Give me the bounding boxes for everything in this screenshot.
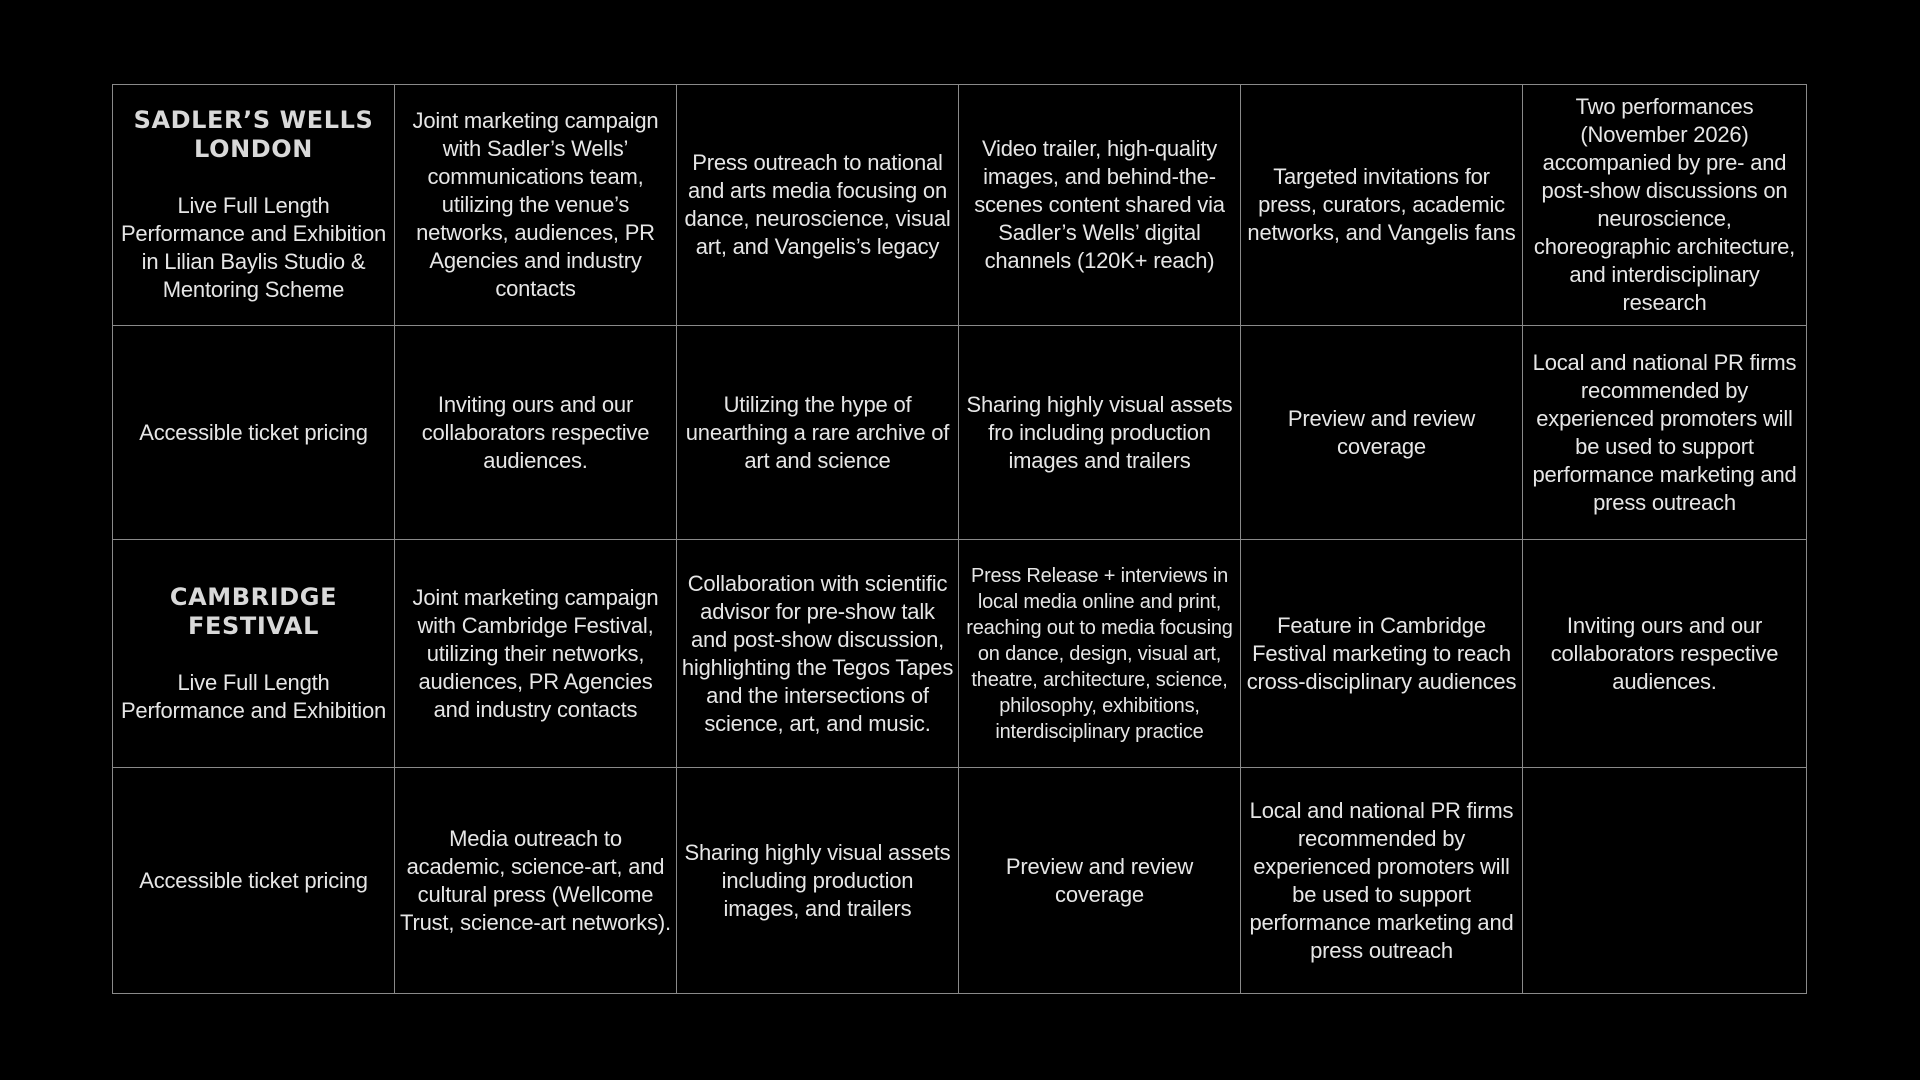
table-cell: Preview and review coverage (959, 768, 1241, 994)
table-cell: Local and national PR firms recommended by experienced promoters will be used to support performance marketing and press outreach (1241, 768, 1523, 994)
table-cell: Utilizing the hype of unearthing a rare archive of art and science (677, 326, 959, 540)
table-row-cambridge-festival (113, 540, 1807, 768)
table-cell: Press Release + interviews in local media online and print, reaching out to media focusing on dance, design, visual art, theatre, architecture, science, philosophy, exhibitions, interdisciplinary practice (959, 540, 1241, 768)
venue-cell-sadlers-wells (113, 85, 395, 326)
table-cell: Local and national PR firms recommended by experienced promoters will be used to support performance marketing and press outreach (1523, 326, 1807, 540)
table-cell: Accessible ticket pricing (113, 326, 395, 540)
venue-cell-cambridge-festival (113, 540, 395, 768)
venue-title: CAMBRIDGE FESTIVAL (169, 582, 338, 640)
table-row (113, 768, 1807, 994)
table-cell: Video trailer, high-quality images, and behind-the-scenes content shared via Sadler’s Wells’ digital channels (120K+ reach) (959, 85, 1241, 326)
venue-subtitle: Live Full Length Performance and Exhibition (120, 669, 387, 723)
table-cell: Inviting ours and our collaborators respective audiences. (395, 326, 677, 540)
table-cell: Media outreach to academic, science-art, and cultural press (Wellcome Trust, science-art networks). (395, 768, 677, 994)
marketing-plan-table (112, 84, 1807, 994)
table-cell: Sharing highly visual assets including production images, and trailers (677, 768, 959, 994)
table-cell: Two performances (November 2026) accompanied by pre- and post-show discussions on neuroscience, choreographic architecture, and interdisciplinary research (1523, 85, 1807, 326)
table-row-sadlers-wells (113, 85, 1807, 326)
table-cell: Targeted invitations for press, curators, academic networks, and Vangelis fans (1241, 85, 1523, 326)
table-cell: Inviting ours and our collaborators respective audiences. (1523, 540, 1807, 768)
table-cell: Accessible ticket pricing (113, 768, 395, 994)
table-row (113, 326, 1807, 540)
table-cell: Joint marketing campaign with Sadler’s Wells’ communications team, utilizing the venue’s networks, audiences, PR Agencies and industry contacts (395, 85, 677, 326)
venue-subtitle: Live Full Length Performance and Exhibition in Lilian Baylis Studio & Mentoring Scheme (120, 193, 387, 302)
table-cell: Joint marketing campaign with Cambridge Festival, utilizing their networks, audiences, PR Agencies and industry contacts (395, 540, 677, 768)
table-cell: Collaboration with scientific advisor for pre-show talk and post-show discussion, highlighting the Tegos Tapes and the intersections of science, art, and music. (677, 540, 959, 768)
venue-title: SADLER’S WELLS LONDON (133, 106, 374, 163)
table-cell: Press outreach to national and arts media focusing on dance, neuroscience, visual art, and Vangelis’s legacy (677, 85, 959, 326)
table-cell: Preview and review coverage (1241, 326, 1523, 540)
table-cell-empty (1523, 768, 1807, 994)
table-cell: Feature in Cambridge Festival marketing to reach cross-disciplinary audiences (1241, 540, 1523, 768)
table-cell: Sharing highly visual assets fro including production images and trailers (959, 326, 1241, 540)
